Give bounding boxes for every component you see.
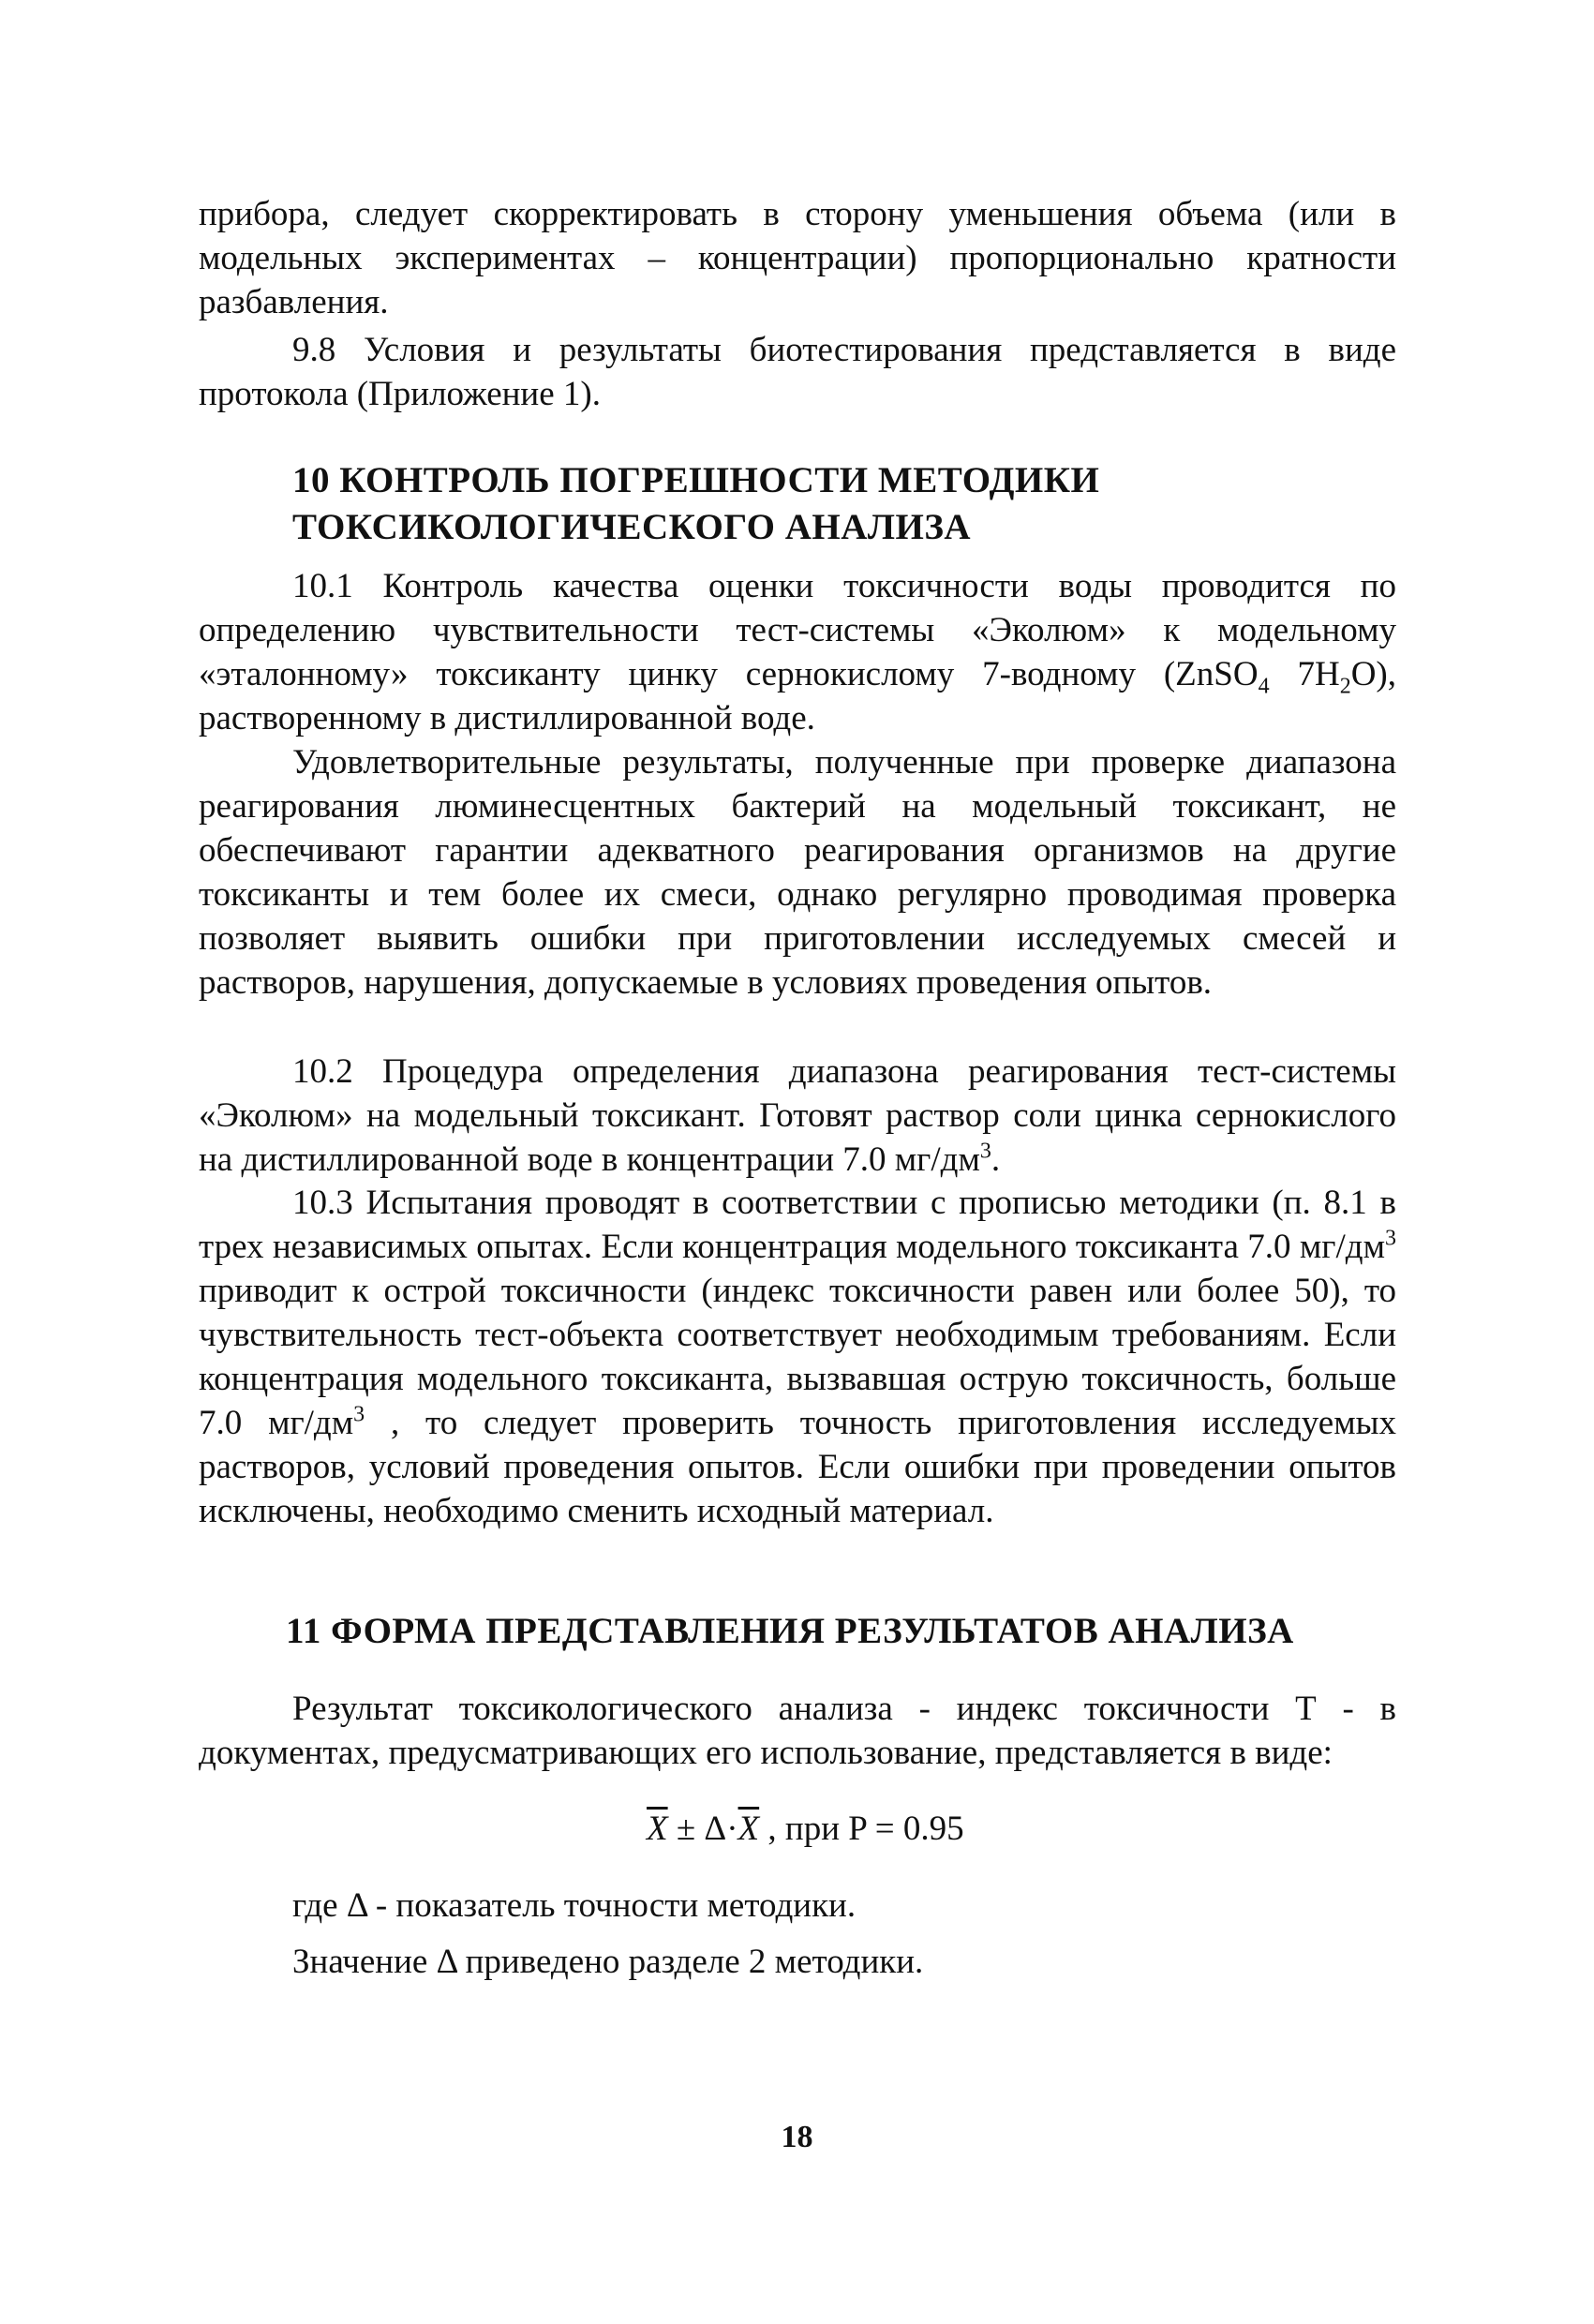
- paragraph-intro: прибора, следует скорректировать в сторону уменьшения объема (или в модельных экспериментах – концентрации) пропорционально кратности разбавления.: [199, 195, 1396, 321]
- paragraph-where-delta: где Δ - показатель точности методики.: [292, 1886, 857, 1925]
- superscript-3: 3: [353, 1402, 365, 1427]
- result-formula: $\overline{X} \pm \Delta\cdot\overline{X}$ , при P = 0.95: [647, 1810, 964, 1848]
- paragraph-delta-value: Значение Δ приведено разделе 2 методики.: [292, 1943, 924, 1981]
- x-mean-symbol: $\overline{X}$: [647, 1810, 668, 1848]
- subscript-2: 2: [1339, 674, 1351, 699]
- page-number: 18: [781, 2120, 813, 2154]
- paragraph-11-result: Результат токсикологического анализа - индекс токсичности Т - в документах, предусматривающих его использование, представляется в виде:: [199, 1690, 1396, 1772]
- paragraph-10-3: 10.3 Испытания проводят в соответствии с прописью методики (п. 8.1 в трех независимых опытах. Если концентрация модельного токсиканта 7.0 $мг/дм^3$ приводит к острой токсичности (индекс токсичности равен или более 50), то чувствительность тест-объекта соответствует необходимым требованиям. Если концентрация модельного токсиканта, вызвавшая острую токсичность, больше 7.0 $мг/дм^3$ , то следует проверить точность приготовления исследуемых растворов, условий проведения опытов. Если ошибки при проведении опытов исключены, необходимо сменить исходный материал.: [199, 1184, 1396, 1530]
- section-11-heading: 11 ФОРМА ПРЕДСТАВЛЕНИЯ РЕЗУЛЬТАТОВ АНАЛИЗА: [286, 1611, 1294, 1651]
- section-10-heading-line2: ТОКСИКОЛОГИЧЕСКОГО АНАЛИЗА: [292, 507, 972, 547]
- superscript-3: 3: [979, 1139, 991, 1164]
- x-mean-symbol: $\overline{X}$: [737, 1810, 760, 1848]
- paragraph-9-8: 9.8 Условия и результаты биотестирования представляется в виде протокола (Приложение 1).: [199, 331, 1396, 413]
- paragraph-10-2: 10.2 Процедура определения диапазона реагирования тест-системы «Эколюм» на модельный токсикант. Готовят раствор соли цинка сернокислого на дистиллированной воде в концентрации 7.0 $мг/дм^3$.: [199, 1052, 1396, 1179]
- superscript-3: 3: [1385, 1226, 1396, 1251]
- section-10-heading-line1: 10 КОНТРОЛЬ ПОГРЕШНОСТИ МЕТОДИКИ: [292, 460, 1100, 500]
- paragraph-satisfactory-results: Удовлетворительные результаты, полученные при проверке диапазона реагирования люминесцентных бактерий на модельный токсикант, не обеспечивают гарантии адекватного реагирования организмов на другие токсиканты и тем более их смеси, однако регулярно проводимая проверка позволяет выявить ошибки при приготовлении исследуемых смесей и растворов, нарушения, допускаемые в условиях проведения опытов.: [199, 743, 1396, 1002]
- subscript-4: 4: [1258, 674, 1270, 699]
- paragraph-10-1: 10.1 Контроль качества оценки токсичности воды проводится по определению чувствительности тест-системы «Эколюм» к модельному «эталонному» токсиканту цинку сернокислому 7-водному (ZnSO$_4$ $7H_2O$), растворенному в дистиллированной воде.: [199, 567, 1396, 737]
- section-10-heading: [292, 457, 1099, 551]
